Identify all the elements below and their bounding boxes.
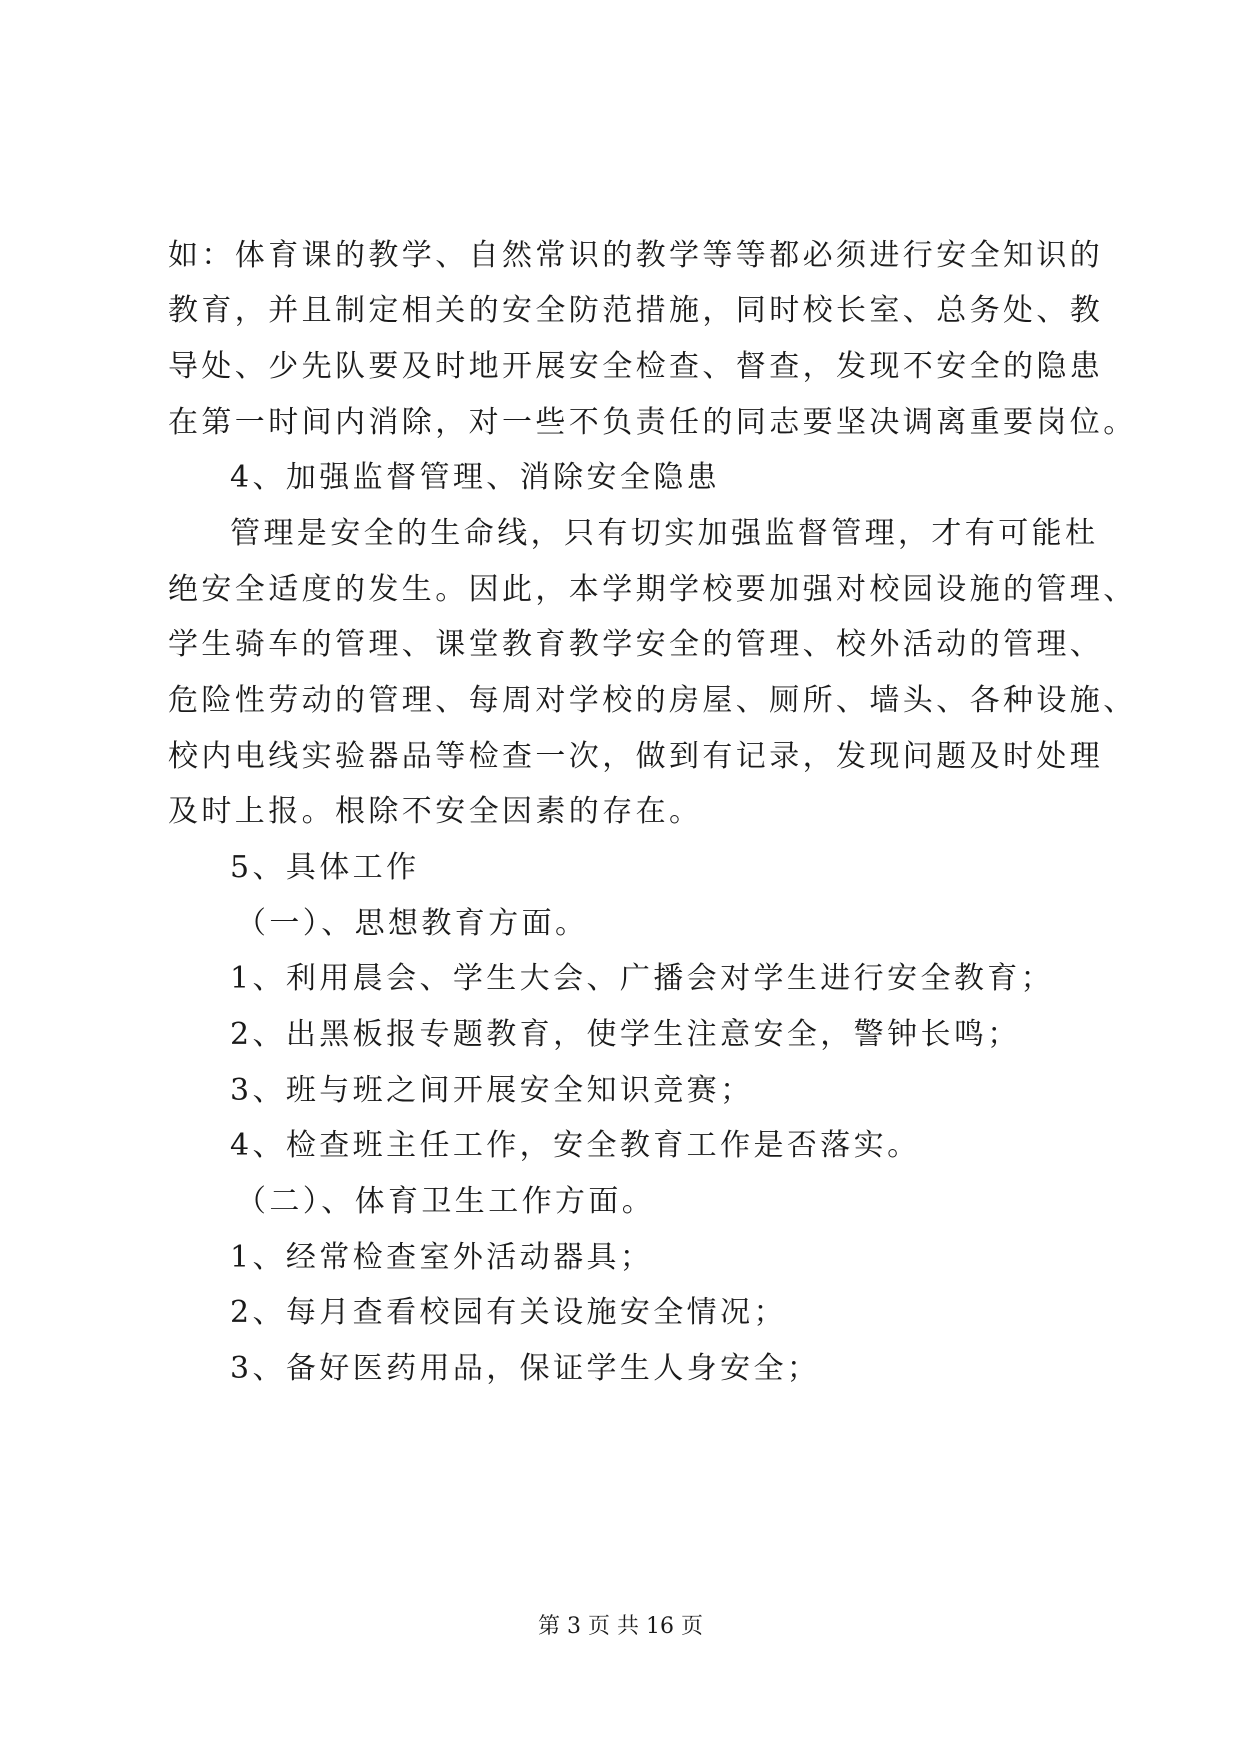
body-text-line: 在第一时间内消除，对一些不负责任的同志要坚决调离重要岗位。 (168, 405, 1137, 440)
body-text-line: 绝安全适度的发生。因此，本学期学校要加强对校园设施的管理、 (168, 572, 1137, 607)
body-text-line: 导处、少先队要及时地开展安全检查、督查，发现不安全的隐患 (168, 349, 1104, 384)
body-text-line: 如：体育课的教学、自然常识的教学等等都必须进行安全知识的 (168, 238, 1104, 273)
list-item: 1、利用晨会、学生大会、广播会对学生进行安全教育； (230, 961, 1055, 996)
subsection-heading: （一）、思想教育方面。 (236, 906, 589, 941)
list-item: 1、经常检查室外活动器具； (230, 1240, 654, 1275)
body-text-line: 教育，并且制定相关的安全防范措施，同时校长室、总务处、教 (168, 293, 1104, 328)
body-text-line: 学生骑车的管理、课堂教育教学安全的管理、校外活动的管理、 (168, 627, 1104, 662)
subsection-heading: （二）、体育卫生工作方面。 (236, 1184, 656, 1219)
body-text-line: 校内电线实验器品等检查一次，做到有记录，发现问题及时处理 (168, 739, 1104, 774)
list-item: 3、备好医药用品，保证学生人身安全； (230, 1351, 821, 1386)
body-text-line: 管理是安全的生命线，只有切实加强监督管理，才有可能杜 (230, 516, 1099, 551)
list-item: 2、出黑板报专题教育，使学生注意安全，警钟长鸣； (230, 1017, 1021, 1052)
list-item: 3、班与班之间开展安全知识竞赛； (230, 1073, 754, 1108)
body-text-line: 危险性劳动的管理、每周对学校的房屋、厕所、墙头、各种设施、 (168, 683, 1137, 718)
list-item: 4、检查班主任工作，安全教育工作是否落实。 (230, 1128, 921, 1163)
list-item: 2、每月查看校园有关设施安全情况； (230, 1295, 787, 1330)
section-heading: 4、加强监督管理、消除安全隐患 (230, 460, 721, 495)
body-text-line: 及时上报。根除不安全因素的存在。 (168, 794, 703, 829)
page-number-footer: 第 3 页 共 16 页 (538, 1614, 703, 1639)
section-heading: 5、具体工作 (230, 850, 420, 885)
